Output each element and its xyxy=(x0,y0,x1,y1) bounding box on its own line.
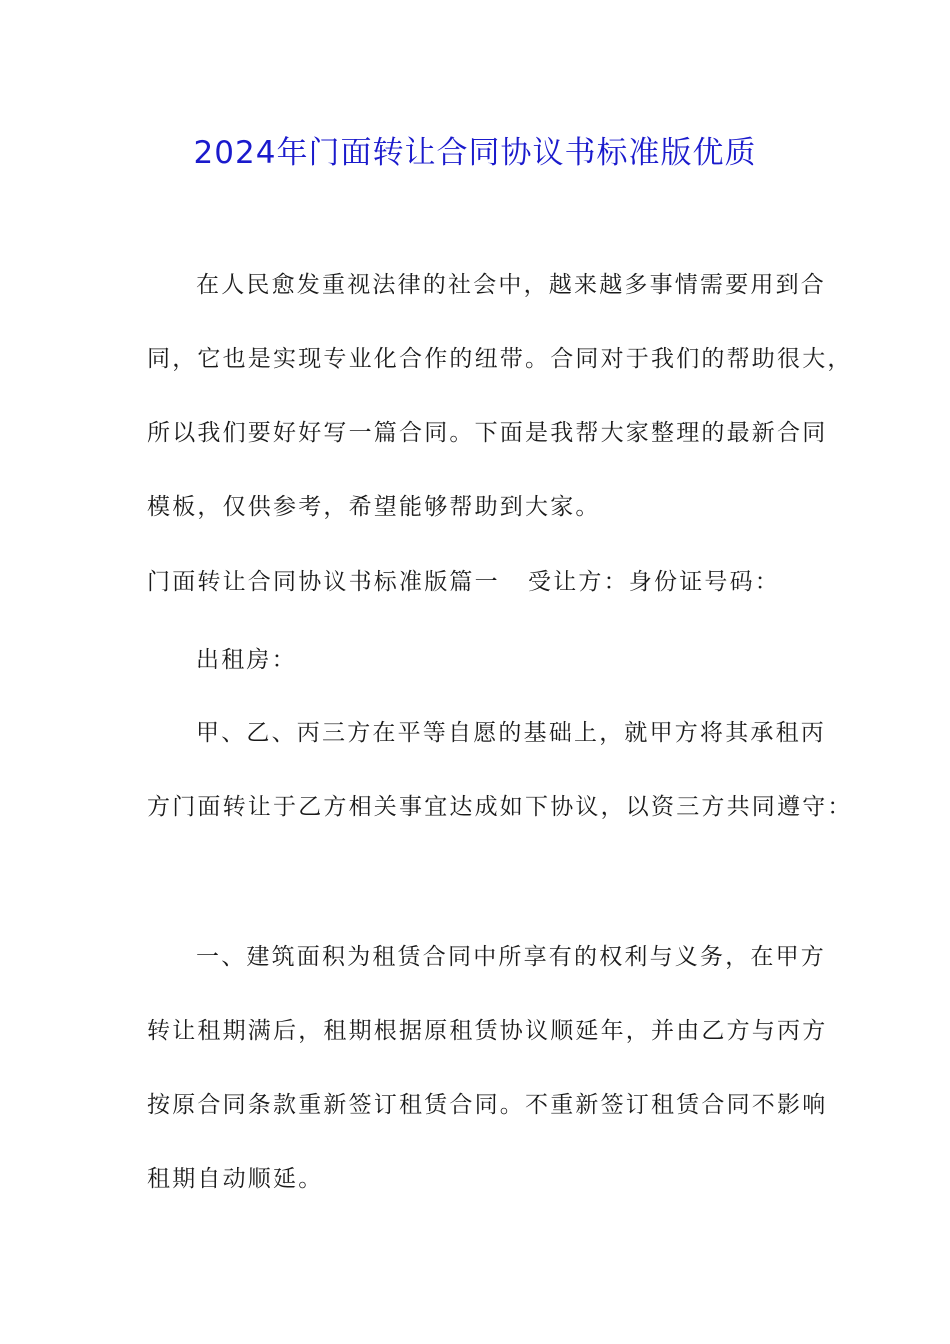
intro-line-1: 在人民愈发重视法律的社会中，越来越多事情需要用到合 xyxy=(196,272,826,298)
intro-paragraph xyxy=(147,248,853,544)
agreement-paragraph xyxy=(147,696,853,844)
lessor-label: 出租房： xyxy=(196,647,297,673)
clause-1-line-4: 租期自动顺延。 xyxy=(147,1166,324,1192)
agreement-line-2: 方门面转让于乙方相关事宜达成如下协议，以资三方共同遵守： xyxy=(147,794,853,820)
agreement-line-1: 甲、乙、丙三方在平等自愿的基础上，就甲方将其承租丙 xyxy=(196,720,826,746)
clause-1-line-1: 一、建筑面积为租赁合同中所享有的权利与义务，在甲方 xyxy=(196,944,826,970)
intro-line-2: 同，它也是实现专业化合作的纽带。合同对于我们的帮助很大， xyxy=(147,346,853,372)
intro-line-4: 模板，仅供参考，希望能够帮助到大家。 xyxy=(147,494,601,520)
clause-1-line-2: 转让租期满后，租期根据原租赁协议顺延年，并由乙方与丙方 xyxy=(147,1018,828,1044)
assignee-label: 受让方：身份证号码： xyxy=(528,569,780,595)
clause-1-paragraph xyxy=(147,920,827,1216)
clause-1-line-3: 按原合同条款重新签订租赁合同。不重新签订租赁合同不影响 xyxy=(147,1092,828,1118)
intro-line-3: 所以我们要好好写一篇合同。下面是我帮大家整理的最新合同 xyxy=(147,420,828,446)
section-heading: 门面转让合同协议书标准版篇一 xyxy=(147,569,500,595)
document-title: 2024年门面转让合同协议书标准版优质 xyxy=(193,135,757,171)
